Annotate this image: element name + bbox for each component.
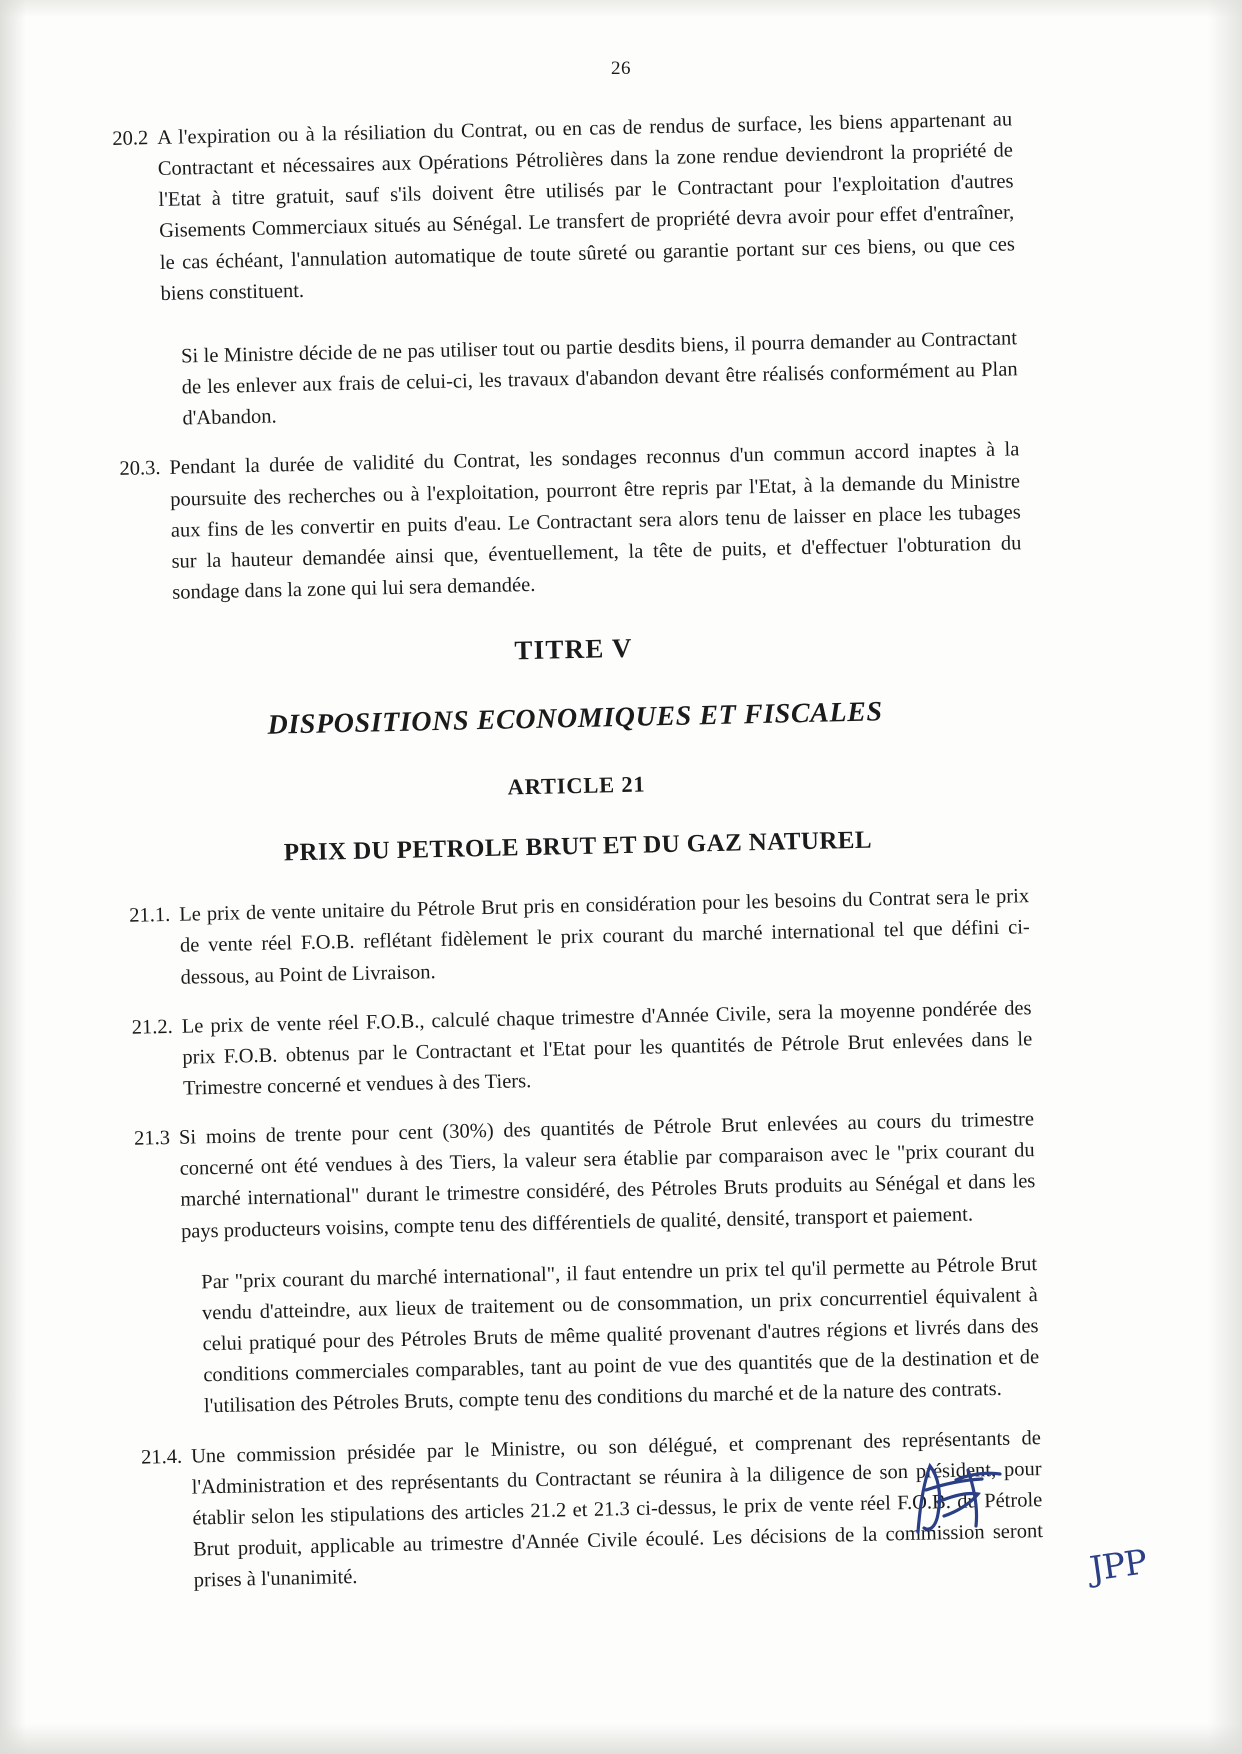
paragraph-si-le-ministre: Si le Ministre décide de ne pas utiliser tout ou partie desdits biens, il pourra demander au Contractant de les enlever aux frais de celui-ci, les travaux d'abandon devant être réalisés conformément au Plan d'Abandon. (180, 327, 1018, 430)
heading-titre-v: TITRE V (514, 632, 633, 666)
clause-21-2 (131, 993, 1033, 1106)
heading-dispositions: DISPOSITIONS ECONOMIQUES ET FISCALES (267, 696, 883, 741)
heading-prix-petrole-gaz: PRIX DU PETROLE BRUT ET DU GAZ NATUREL (283, 826, 873, 867)
clause-number: 20.2 (112, 127, 149, 150)
clause-21-3 (134, 1104, 1037, 1248)
clause-20-3 (119, 435, 1022, 610)
clause-text: Le prix de vente réel F.O.B., calculé chaque trimestre d'Année Civile, sera la moyenne pondérée des prix F.O.B. obtenus par le Contractant et l'Etat pour les quantités de Pétrole Brut enlevées dans le Trimestre concerné et vendues à des Tiers. (181, 996, 1033, 1100)
clause-number: 21.1. (129, 904, 171, 927)
page-number: 26 (611, 58, 631, 79)
handwritten-paraph-icon (904, 1446, 1114, 1566)
handwritten-initials: JPP (1087, 1542, 1149, 1590)
clause-text: Pendant la durée de validité du Contrat, les sondages reconnus d'un commun accord inaptes à la poursuite des recherches ou à l'exploitation, pourront être repris par l'Etat, à la demande du Ministre aux fins de les convertir en puits d'eau. Le Contractant sera alors tenu de laisser en place les tubages sur la hauteur demandée ainsi que, éventuellement, la tête de puits, et d'effectuer l'obturation du sondage dans la zone qui lui sera demandée. (169, 438, 1022, 604)
scan-edge-left (0, 0, 26, 1754)
clause-text: Une commission présidée par le Ministre, ou son délégué, et comprenant des représentants de l'Administration et des représentants du Contractant se réunira à la diligence de son président, pour établir selon les stipulations des articles 21.2 et 21.3 ci-dessus, le prix de vente réel F.O.B. du Pétrole Brut produit, applicable au trimestre d'Année Civile écoulé. Les décisions de la commission seront prises à l'unanimité. (190, 1426, 1044, 1592)
clause-number: 20.3. (119, 457, 161, 481)
clause-text: Le prix de vente unitaire du Pétrole Brut pris en considération pour les besoins du Contrat sera le prix de vente réel F.O.B. reflétant fidèlement le prix courant du marché international tel que défini ci-dessous, au Point de Livraison. (179, 885, 1030, 989)
clause-20-2 (112, 104, 1016, 311)
headings-group (123, 624, 1028, 871)
scan-edge-top (0, 0, 1242, 18)
clause-21-1 (129, 881, 1031, 994)
paragraph-par-prix-courant: Par "prix courant du marché international", il faut entendre un prix tel qu'il permette au Pétrole Brut vendu d'atteindre, aux lieux de traitement ou de consommation, un prix concurrentiel équivalent à celui pratiqué pour des Pétroles Bruts de même qualité provenant d'autres régions et livrés dans des conditions commerciales comparables, tant au point de vue des quantités que de la destination et de l'utilisation des Pétroles Bruts, compte tenu des conditions du marché et de la nature des contrats. (201, 1252, 1040, 1418)
clause-text: A l'expiration ou à la résiliation du Contrat, ou en cas de rendus de surface, les biens appartenant au Contractant et nécessaires aux Opérations Pétrolières dans la zone rendue deviendront la propriété de l'Etat à titre gratuit, sauf s'ils doivent être utilisés par le Contractant pour l'exploitation d'autres Gisements Commerciaux situés au Sénégal. Le transfert de propriété devra avoir pour effet d'entraîner, le cas échéant, l'annulation automatique de toute sûreté ou garantie portant sur ces biens, ou que ces biens constituent. (156, 108, 1016, 305)
clause-text: Si moins de trente pour cent (30%) des quantités de Pétrole Brut enlevées au cours du trimestre concerné ont été vendues à des Tiers, la valeur sera établie par comparaison avec le "prix courant du marché international" durant le trimestre considéré, des Pétroles Bruts produits au Sénégal et dans les pays producteurs voisins, compte tenu des différentiels de qualité, densité, transport et paiement. (178, 1108, 1036, 1243)
clause-number: 21.4. (140, 1445, 183, 1469)
scan-edge-right (1208, 0, 1242, 1754)
heading-article-21: ARTICLE 21 (507, 771, 646, 800)
clause-number: 21.3 (133, 1127, 171, 1150)
scan-edge-bottom (0, 1724, 1242, 1754)
document-body (112, 104, 1044, 1616)
clause-number: 21.2. (131, 1015, 173, 1039)
